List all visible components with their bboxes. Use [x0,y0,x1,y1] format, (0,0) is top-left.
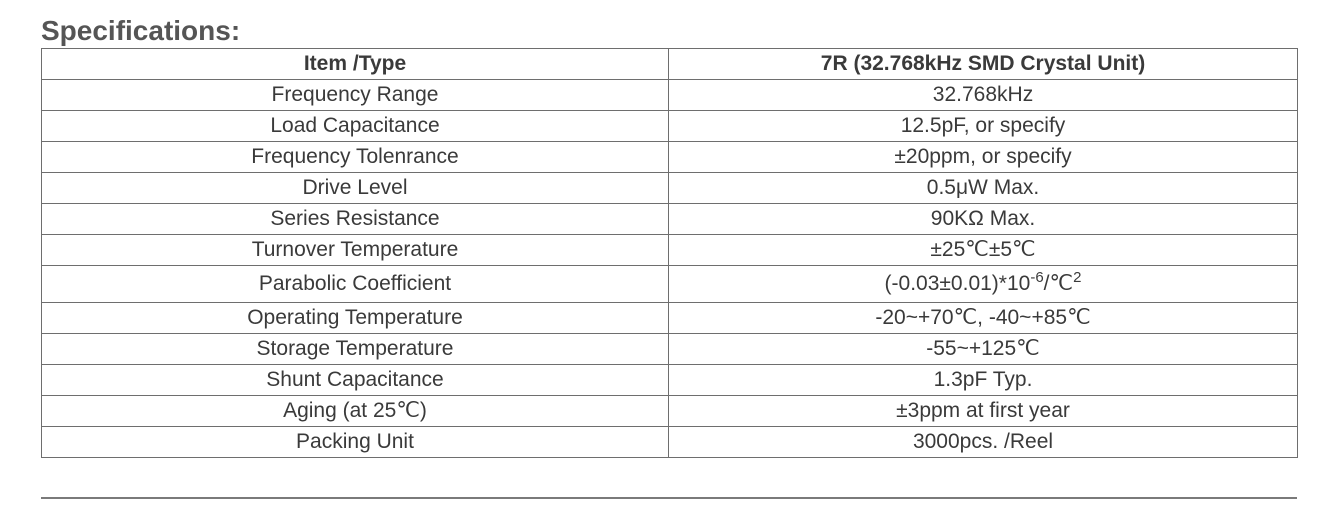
row-label: Operating Temperature [42,303,669,334]
row-label: Parabolic Coefficient [42,266,669,303]
row-value: 32.768kHz [669,80,1298,111]
table-row [42,266,1298,303]
row-label: Frequency Tolenrance [42,142,669,173]
section-divider [41,497,1297,499]
row-value: -20~+70℃, -40~+85℃ [669,303,1298,334]
value-base: (-0.03±0.01)*10 [884,272,1031,295]
header-product: 7R (32.768kHz SMD Crystal Unit) [669,49,1298,80]
row-value [669,266,1298,303]
row-label: Storage Temperature [42,334,669,365]
row-value: 90KΩ Max. [669,204,1298,235]
specifications-table [41,48,1298,458]
header-item-type: Item /Type [42,49,669,80]
table-row [42,334,1298,365]
row-label: Drive Level [42,173,669,204]
table-row [42,365,1298,396]
row-label: Aging (at 25℃) [42,396,669,427]
row-label: Shunt Capacitance [42,365,669,396]
row-label: Turnover Temperature [42,235,669,266]
table-row [42,80,1298,111]
table-row [42,396,1298,427]
table-header-row [42,49,1298,80]
row-label: Frequency Range [42,80,669,111]
row-value: 0.5μW Max. [669,173,1298,204]
row-value: 12.5pF, or specify [669,111,1298,142]
table-row [42,111,1298,142]
row-value: 1.3pF Typ. [669,365,1298,396]
row-value: ±20ppm, or specify [669,142,1298,173]
row-value: 3000pcs. /Reel [669,427,1298,458]
table-row [42,427,1298,458]
row-label: Series Resistance [42,204,669,235]
table-row [42,142,1298,173]
row-value: -55~+125℃ [669,334,1298,365]
row-value: ±25℃±5℃ [669,235,1298,266]
table-row [42,235,1298,266]
value-unit-exponent: 2 [1073,269,1082,286]
table-row [42,204,1298,235]
value-unit: /℃ [1043,272,1074,295]
table-row [42,173,1298,204]
row-label: Packing Unit [42,427,669,458]
row-value: ±3ppm at first year [669,396,1298,427]
page-title: Specifications: [41,15,241,46]
table-row [42,303,1298,334]
value-exponent: -6 [1030,269,1044,286]
row-label: Load Capacitance [42,111,669,142]
